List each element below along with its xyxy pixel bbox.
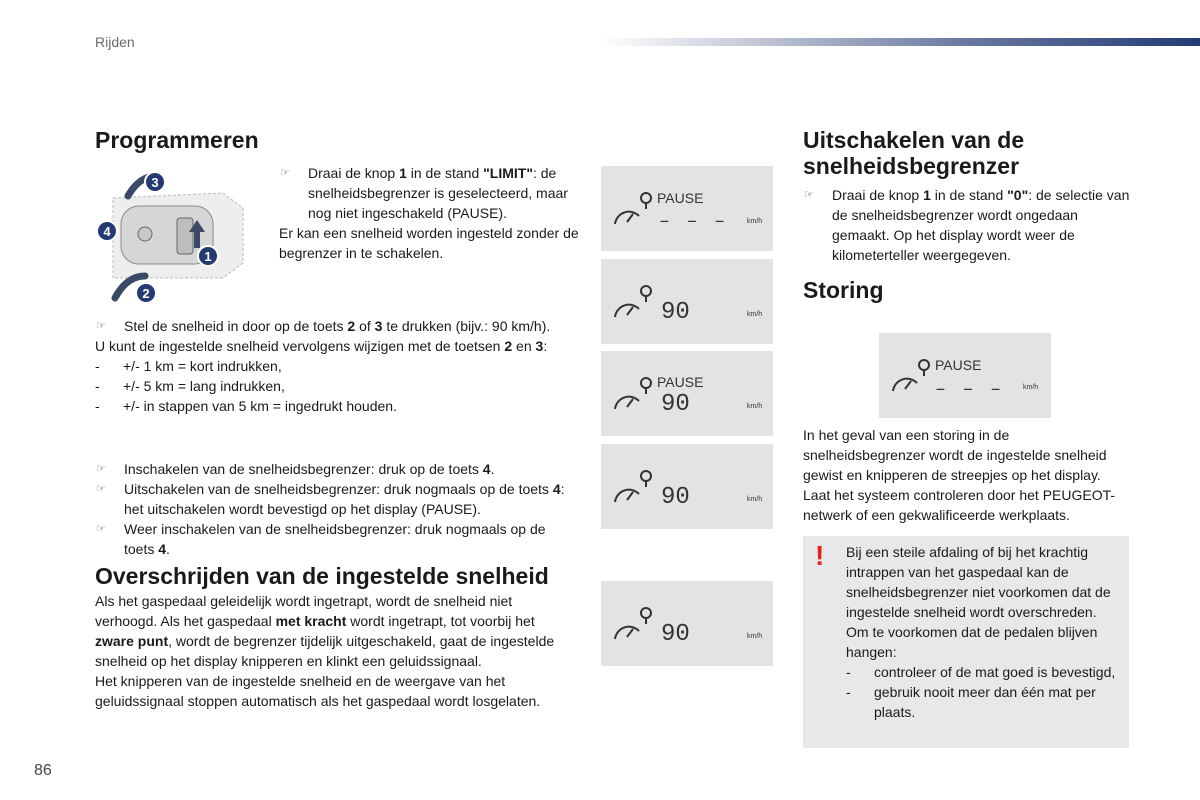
hand-pointer-icon: ☞ xyxy=(96,320,106,332)
section-label: Rijden xyxy=(95,34,135,50)
hand-pointer-icon: ☞ xyxy=(96,483,106,495)
svg-text:km/h: km/h xyxy=(1023,384,1039,391)
svg-text:90: 90 xyxy=(661,484,690,511)
lcd-display xyxy=(601,351,773,436)
toggle-steps: ☞ Inschakelen van de snelheidsbegrenzer: druk op de toets 4. ☞ Uitschakelen van de snelheidsbegrenzer: druk nogmaals op de toets 4: het uitschakelen wordt bevestigd op het display (PAUSE). ☞ Weer inschakelen van de snelheidsbegrenzer: druk nogmaals op de toets 4. xyxy=(96,461,565,557)
callout-2: 2 xyxy=(142,286,150,301)
callout-1: 1 xyxy=(204,249,212,264)
svg-text:km/h: km/h xyxy=(747,633,763,640)
hand-pointer-icon: ☞ xyxy=(280,167,290,179)
svg-text:90: 90 xyxy=(661,391,690,418)
stalk-diagram xyxy=(93,168,273,308)
list-item: - controleer of de mat goed is bevestigd, xyxy=(846,664,1116,680)
programmeren-title: Programmeren xyxy=(95,127,259,153)
svg-text:PAUSE: PAUSE xyxy=(657,190,704,206)
overschrijden-title: Overschrijden van de ingestelde snelheid xyxy=(95,563,549,589)
svg-text:90: 90 xyxy=(661,299,690,326)
lcd-display xyxy=(601,444,773,529)
list-item: - +/- in stappen van 5 km = ingedrukt houden. xyxy=(95,398,397,414)
svg-text:km/h: km/h xyxy=(747,218,763,225)
svg-text:– – –: – – – xyxy=(659,212,729,232)
hand-pointer-icon: ☞ xyxy=(96,523,106,535)
svg-text:km/h: km/h xyxy=(747,403,763,410)
speedometer-icon xyxy=(615,286,651,317)
svg-text:PAUSE: PAUSE xyxy=(935,357,982,373)
speedometer-icon xyxy=(615,378,651,409)
warning-icon: ! xyxy=(815,540,825,571)
svg-text:– – –: – – – xyxy=(935,380,1005,400)
svg-text:PAUSE: PAUSE xyxy=(657,374,704,390)
lcd-display-storing xyxy=(879,333,1051,418)
uitschakelen-step: ☞ Draai de knop 1 in de stand "0": de selectie van de snelheidsbegrenzer wordt ongedaan gemaakt. Op het display wordt weer de kilometerteller weergegeven. xyxy=(804,187,1130,263)
callout-3: 3 xyxy=(151,175,159,190)
callout-4: 4 xyxy=(103,224,111,239)
hand-pointer-icon: ☞ xyxy=(96,463,106,475)
step-select: ☞ Draai de knop 1 in de stand "LIMIT": de snelheidsbegrenzer is geselecteerd, maar nog niet ingeschakeld (PAUSE). Er kan een snelheid worden ingesteld zonder de begrenzer in te schakelen. xyxy=(279,165,579,261)
storing-title: Storing xyxy=(803,277,884,303)
header-bar xyxy=(600,38,1200,46)
uitschakelen-title: Uitschakelen van de snelheidsbegrenzer xyxy=(803,127,1025,179)
hand-pointer-icon: ☞ xyxy=(804,189,814,201)
speedometer-icon xyxy=(893,360,929,391)
step-speed: ☞ Stel de snelheid in door op de toets 2 of 3 te drukken (bijv.: 90 km/h). U kunt de ingestelde snelheid vervolgens wijzigen met de toetsen 2 en 3: - +/- 1 km = kort indrukken, - +/- 5 km = lang indrukken, - +/- in stappen van 5 km = ingedrukt houden. xyxy=(95,316,575,416)
list-item: - gebruik nooit meer dan één mat per plaats. xyxy=(846,684,1096,720)
svg-text:km/h: km/h xyxy=(747,311,763,318)
lcd-display xyxy=(601,166,773,251)
lcd-display xyxy=(601,259,773,344)
speedometer-icon xyxy=(615,193,651,224)
programmeren-note: Er kan een snelheid worden ingesteld zonder de begrenzer in te schakelen. xyxy=(279,225,579,261)
warning-text: Bij een steile afdaling of bij het krachtig intrappen van het gaspedaal kan de snelheidsbegrenzer niet voorkomen dat de ingestelde snelheid wordt overschreden. Om te voorkomen dat de pedalen blijven hangen: - controleer of de mat goed is bevestigd, - gebruik nooit meer dan één mat per plaats. xyxy=(846,542,1126,722)
list-item: - +/- 5 km = lang indrukken, xyxy=(95,378,285,394)
speedometer-icon xyxy=(615,608,651,639)
svg-text:km/h: km/h xyxy=(747,496,763,503)
overschrijden-text: Als het gaspedaal geleidelijk wordt ingetrapt, wordt de snelheid niet verhoogd. Als het gaspedaal met kracht wordt ingetrapt, tot voorbij het zware punt, wordt de begrenzer tijdelijk uitgeschakeld, gaat de ingestelde snelheid op het display knipperen en klinkt een geluidssignaal. Het knipperen van de ingestelde snelheid en de weergave van het geluidssignaal stoppen automatisch als het gaspedaal wordt losgelaten. xyxy=(95,593,555,709)
svg-text:90: 90 xyxy=(661,621,690,648)
lcd-display xyxy=(601,581,773,666)
list-item: - +/- 1 km = kort indrukken, xyxy=(95,358,282,374)
speedometer-icon xyxy=(615,471,651,502)
page-number: 86 xyxy=(34,762,52,779)
storing-text: In het geval van een storing in de snelheidsbegrenzer wordt de ingestelde snelheid gewist en knipperen de streepjes op het display. Laat het systeem controleren door het PEUGEOT-netwerk of een gekwalificeerde werkplaats. xyxy=(803,427,1116,523)
